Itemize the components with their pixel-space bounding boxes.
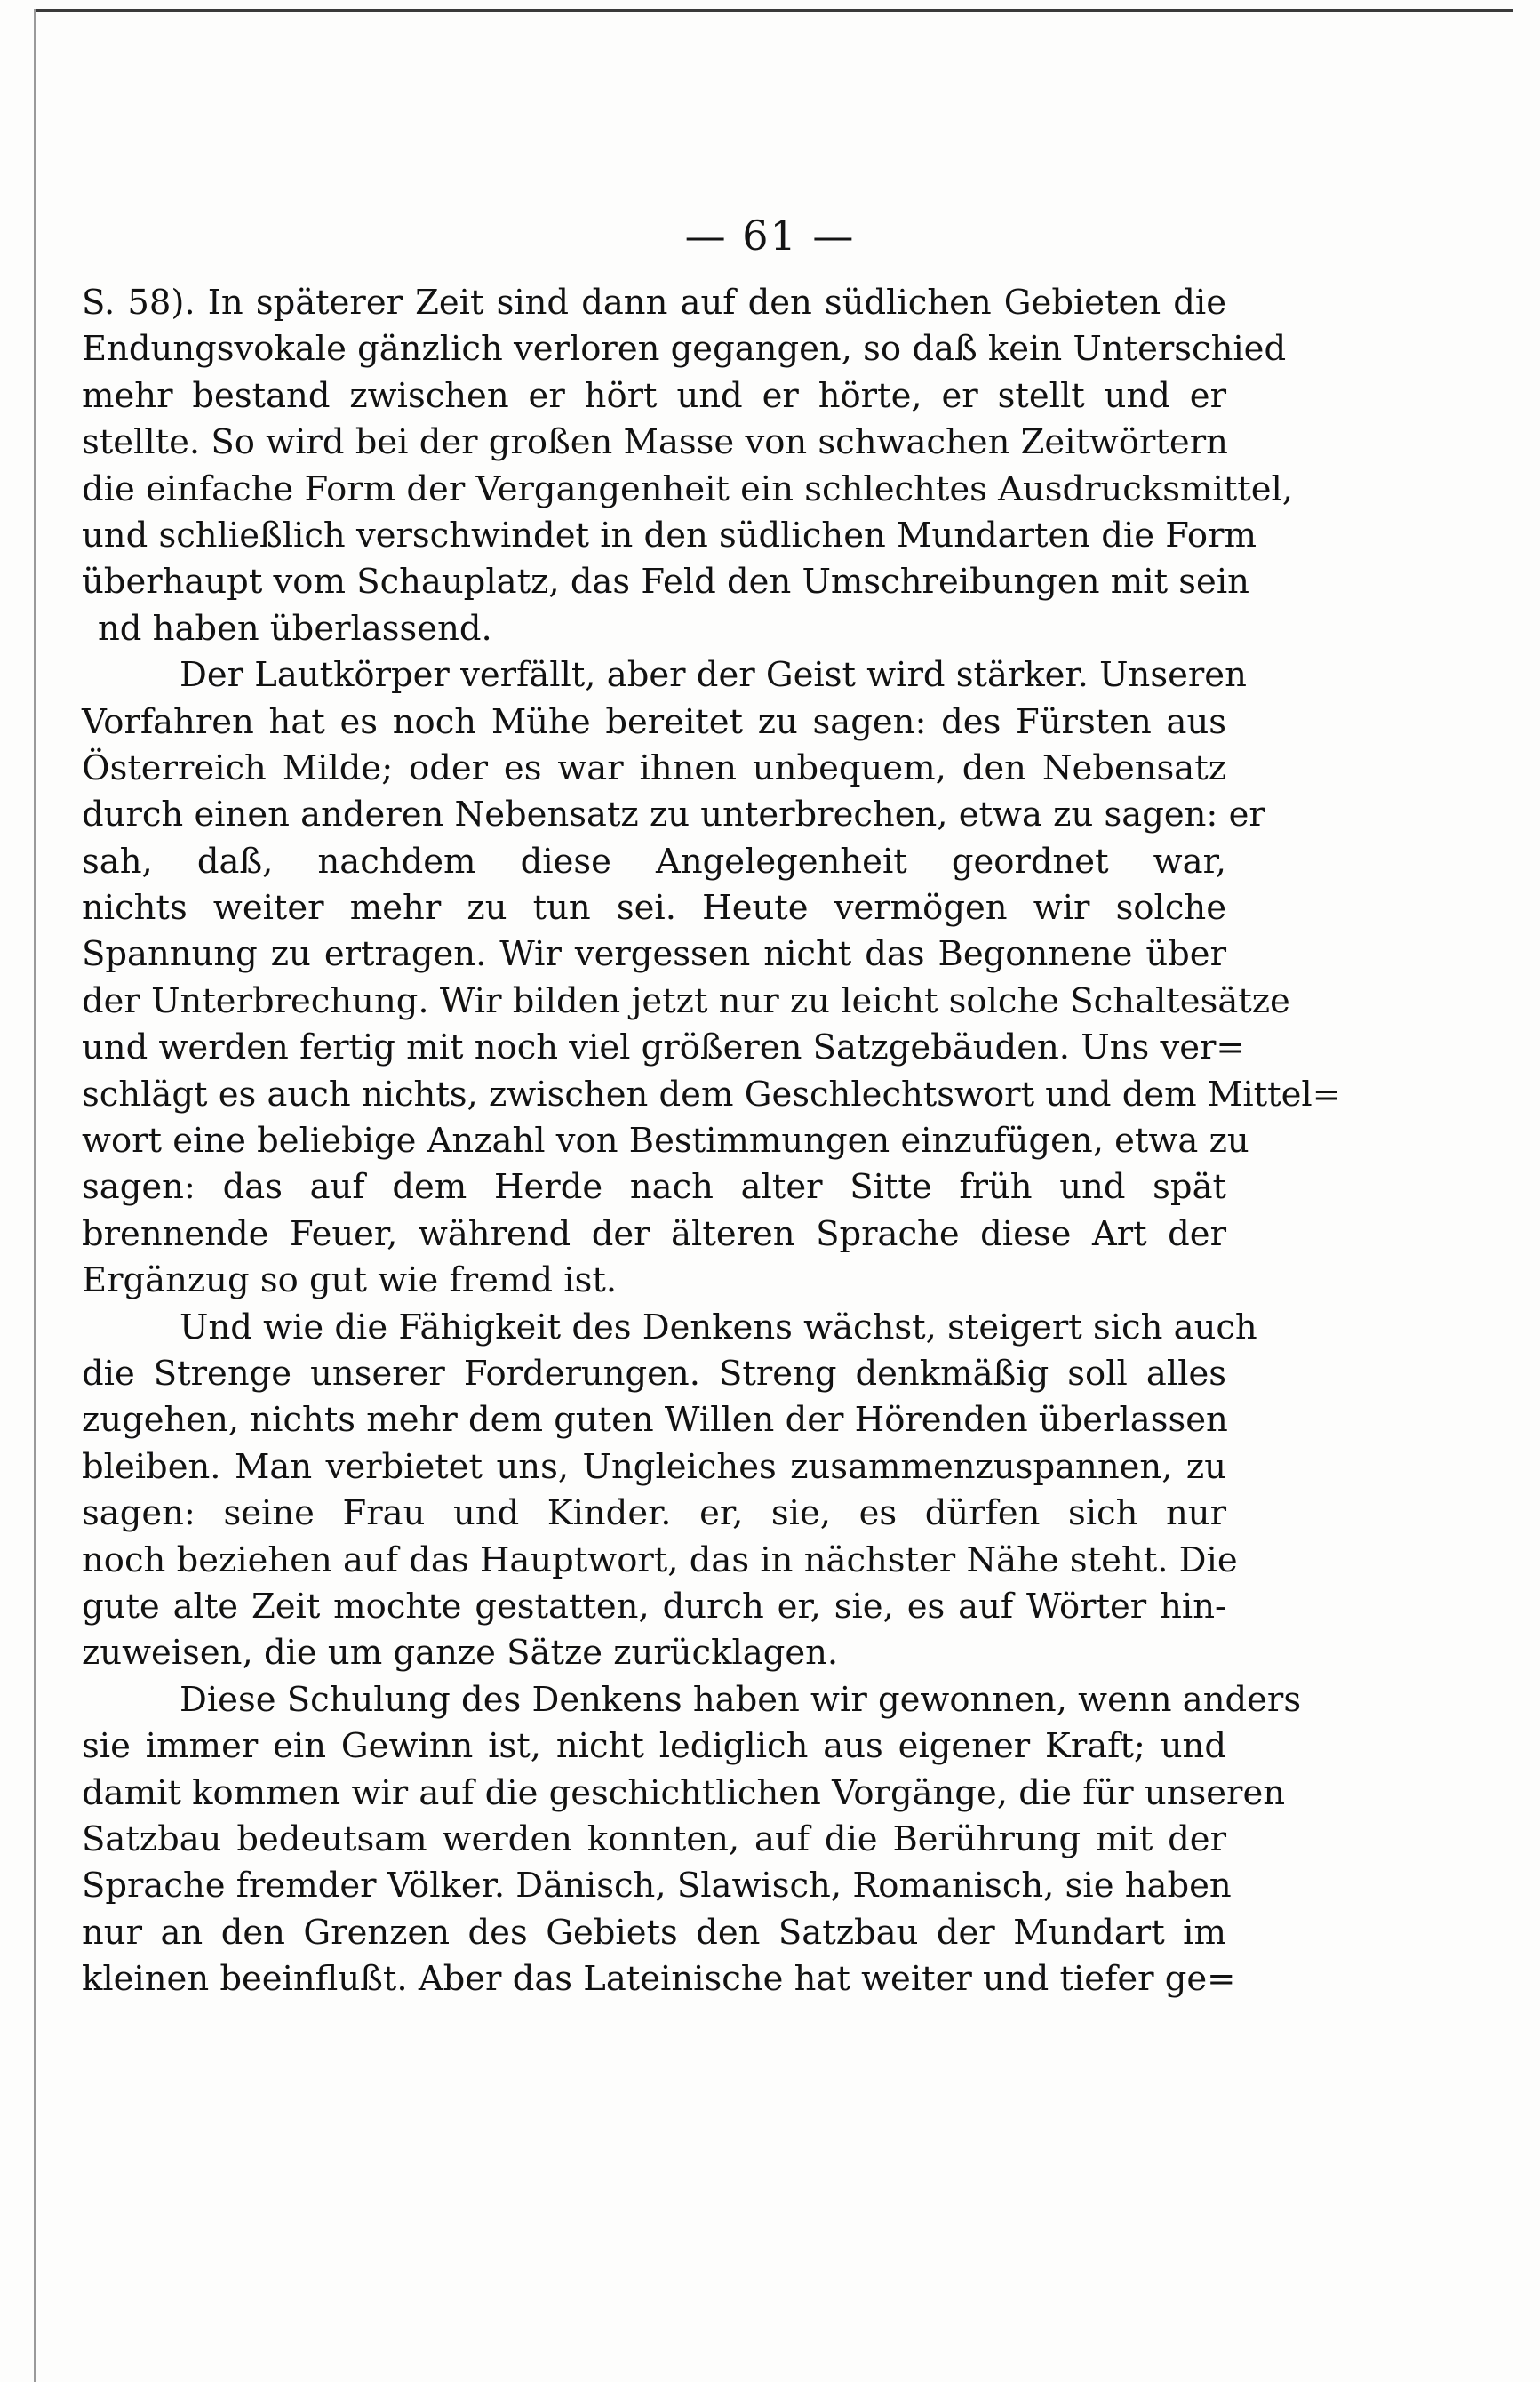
text-line: sagen: das auf dem Herde nach alter Sitte früh und spät — [82, 1167, 1226, 1208]
paragraph-3 — [82, 1305, 1257, 1677]
text-line: Und wie die Fähigkeit des Denkens wächst, steigert sich auch — [180, 1307, 1257, 1347]
text-line: mehr bestand zwischen er hört und er hörte, er stellt und er — [82, 375, 1226, 416]
text-line: bleiben. Man verbietet uns, Ungleiches zusammenzuspannen, zu — [82, 1446, 1226, 1487]
text-line: brennende Feuer, während der älteren Sprache diese Art der — [82, 1213, 1226, 1254]
text-line: Spannung zu ertragen. Wir vergessen nicht das Begonnene über — [82, 934, 1226, 975]
text-line: sah, daß, nachdem diese Angelegenheit geordnet war, — [82, 841, 1226, 882]
text-line: Österreich Milde; oder es war ihnen unbequem, den Nebensatz — [82, 747, 1226, 788]
text-line: Vorfahren hat es noch Mühe bereitet zu sagen: des Fürsten aus — [82, 701, 1226, 742]
text-line: durch einen anderen Nebensatz zu unterbrechen, etwa zu sagen: er — [82, 795, 1265, 835]
text-line: die einfache Form der Vergangenheit ein schlechtes Ausdrucksmittel, — [82, 468, 1294, 509]
text-line: nur an den Grenzen des Gebiets den Satzbau der Mundart im — [82, 1912, 1226, 1953]
paragraph-4 — [82, 1677, 1302, 2003]
text-line: zuweisen, die um ganze Sätze zurücklagen. — [82, 1633, 839, 1674]
paragraph-1 — [82, 280, 1294, 652]
text-line: Sprache fremder Völker. Dänisch, Slawisch, Romanisch, sie haben — [82, 1866, 1232, 1906]
text-line: und werden fertig mit noch viel größeren Satzgebäuden. Uns ver= — [82, 1027, 1245, 1068]
text-line: zugehen, nichts mehr dem guten Willen der Hörenden überlassen — [82, 1400, 1228, 1441]
text-line: schlägt es auch nichts, zwischen dem Geschlechtswort und dem Mittel= — [82, 1074, 1341, 1115]
text-line: nd haben überlassend. — [98, 608, 492, 649]
page-left-edge — [34, 9, 36, 2382]
text-line: sagen: seine Frau und Kinder. er, sie, es dürfen sich nur — [82, 1493, 1226, 1534]
text-line: noch beziehen auf das Hauptwort, das in nächster Nähe steht. Die — [82, 1539, 1238, 1580]
text-line: Endungsvokale gänzlich verloren gegangen, so daß kein Unterschied — [82, 329, 1287, 370]
page-top-border — [36, 9, 1513, 12]
text-line: und schließlich verschwindet in den südlichen Mundarten die Form — [82, 515, 1257, 556]
text-line: Der Lautkörper verfällt, aber der Geist wird stärker. Unseren — [180, 655, 1247, 696]
text-line: die Strenge unserer Forderungen. Streng denkmäßig soll alles — [82, 1353, 1226, 1394]
text-line: sie immer ein Gewinn ist, nicht lediglich aus eigener Kraft; und — [82, 1726, 1226, 1767]
text-line: Diese Schulung des Denkens haben wir gewonnen, wenn anders — [180, 1679, 1302, 1720]
text-line: der Unterbrechung. Wir bilden jetzt nur zu leicht solche Schaltesätze — [82, 980, 1290, 1021]
text-line: wort eine beliebige Anzahl von Bestimmungen einzufügen, etwa zu — [82, 1121, 1249, 1162]
text-line: überhaupt vom Schauplatz, das Feld den Umschreibungen mit sein — [82, 562, 1249, 603]
text-line: stellte. So wird bei der großen Masse von schwachen Zeitwörtern — [82, 422, 1228, 463]
text-line: kleinen beeinflußt. Aber das Lateinische hat weiter und tiefer ge= — [82, 1959, 1236, 2000]
text-line: nichts weiter mehr zu tun sei. Heute vermögen wir solche — [82, 888, 1226, 929]
text-line: damit kommen wir auf die geschichtlichen Vorgänge, die für unseren — [82, 1772, 1286, 1813]
text-line: Satzbau bedeutsam werden konnten, auf die Berührung mit der — [82, 1818, 1226, 1859]
body-text — [82, 280, 1341, 2002]
text-line: gute alte Zeit mochte gestatten, durch er, sie, es auf Wörter hin- — [82, 1586, 1226, 1627]
paragraph-2 — [82, 652, 1341, 1304]
text-line: S. 58). In späterer Zeit sind dann auf den südlichen Gebieten die — [82, 283, 1226, 323]
text-line: Ergänzug so gut wie fremd ist. — [82, 1260, 618, 1301]
page-number: — 61 — — [684, 212, 856, 260]
